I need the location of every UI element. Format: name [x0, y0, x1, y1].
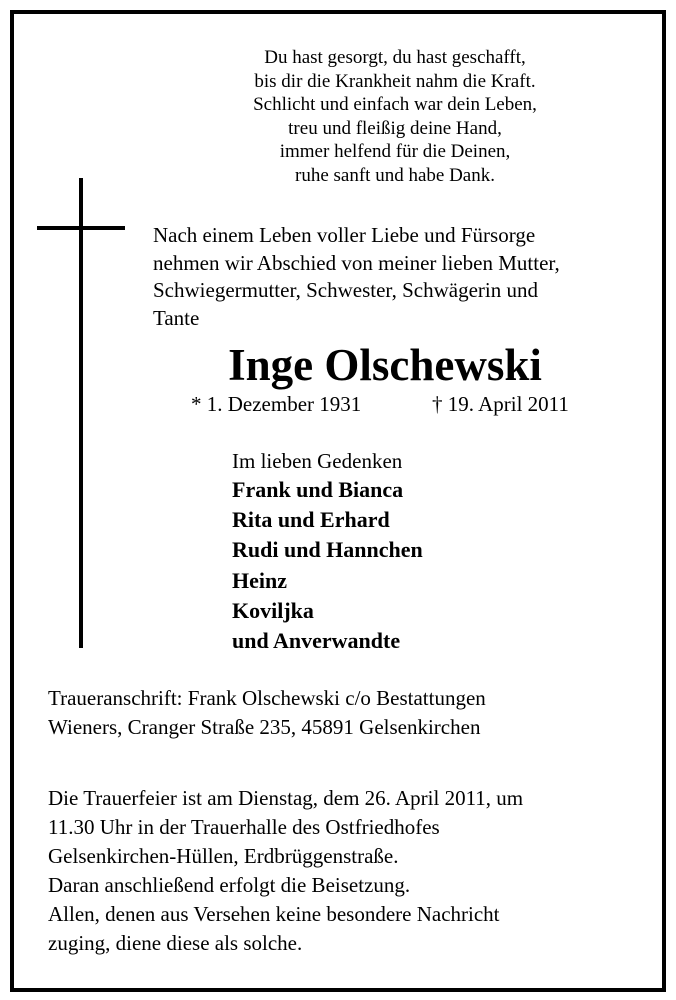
poem-line: bis dir die Krankheit nahm die Kraft. [254, 70, 536, 92]
service-line: zuging, diene diese als solche. [48, 931, 303, 955]
intro-line: Nach einem Leben voller Liebe und Fürsorge [153, 223, 536, 247]
mourner-name: und Anverwandte [232, 628, 401, 654]
birth-date: * 1. Dezember 1931 [191, 392, 362, 416]
intro-line: Tante [153, 305, 200, 330]
mourner-name: Heinz [232, 567, 287, 593]
death-date: † 19. April 2011 [432, 392, 569, 416]
mourners-list [232, 475, 423, 656]
service-line: 11.30 Uhr in der Trauerhalle des Ostfriedhofes [48, 815, 440, 839]
service-line: Die Trauerfeier ist am Dienstag, dem 26. April 2011, um [48, 786, 524, 810]
poem [200, 46, 590, 187]
service-line: Daran anschließend erfolgt die Beisetzung. [48, 873, 411, 897]
poem-line: immer helfend für die Deinen, [279, 141, 511, 162]
mourner-name: Frank und Bianca [232, 477, 404, 502]
cross-horizontal-bar [37, 226, 125, 230]
intro-text [153, 222, 633, 332]
address-line: Wieners, Cranger Straße 235, 45891 Gelsenkirchen [48, 715, 481, 739]
mourning-address [48, 684, 486, 742]
service-line: Gelsenkirchen-Hüllen, Erdbrüggenstraße. [48, 844, 399, 868]
cross-vertical-bar [79, 178, 83, 648]
deceased-name: Inge Olschewski [228, 340, 542, 390]
mourner-name: Koviljka [232, 597, 314, 623]
poem-line: Schlicht und einfach war dein Leben, [253, 94, 537, 115]
poem-line: treu und fleißig deine Hand, [288, 117, 502, 139]
poem-line: ruhe sanft und habe Dank. [295, 164, 495, 186]
memorial-line: Im lieben Gedenken [232, 449, 403, 473]
mourner-name: Rudi und Hannchen [232, 537, 423, 563]
service-line: Allen, denen aus Versehen keine besondere Nachricht [48, 902, 500, 926]
poem-line: Du hast gesorgt, du hast geschafft, [264, 47, 526, 68]
funeral-service-info [48, 784, 523, 958]
mourner-name: Rita und Erhard [232, 507, 390, 533]
intro-line: nehmen wir Abschied von meiner lieben Mutter, [153, 250, 560, 275]
intro-line: Schwiegermutter, Schwester, Schwägerin und [153, 278, 538, 302]
address-line: Traueranschrift: Frank Olschewski c/o Bestattungen [48, 686, 486, 710]
